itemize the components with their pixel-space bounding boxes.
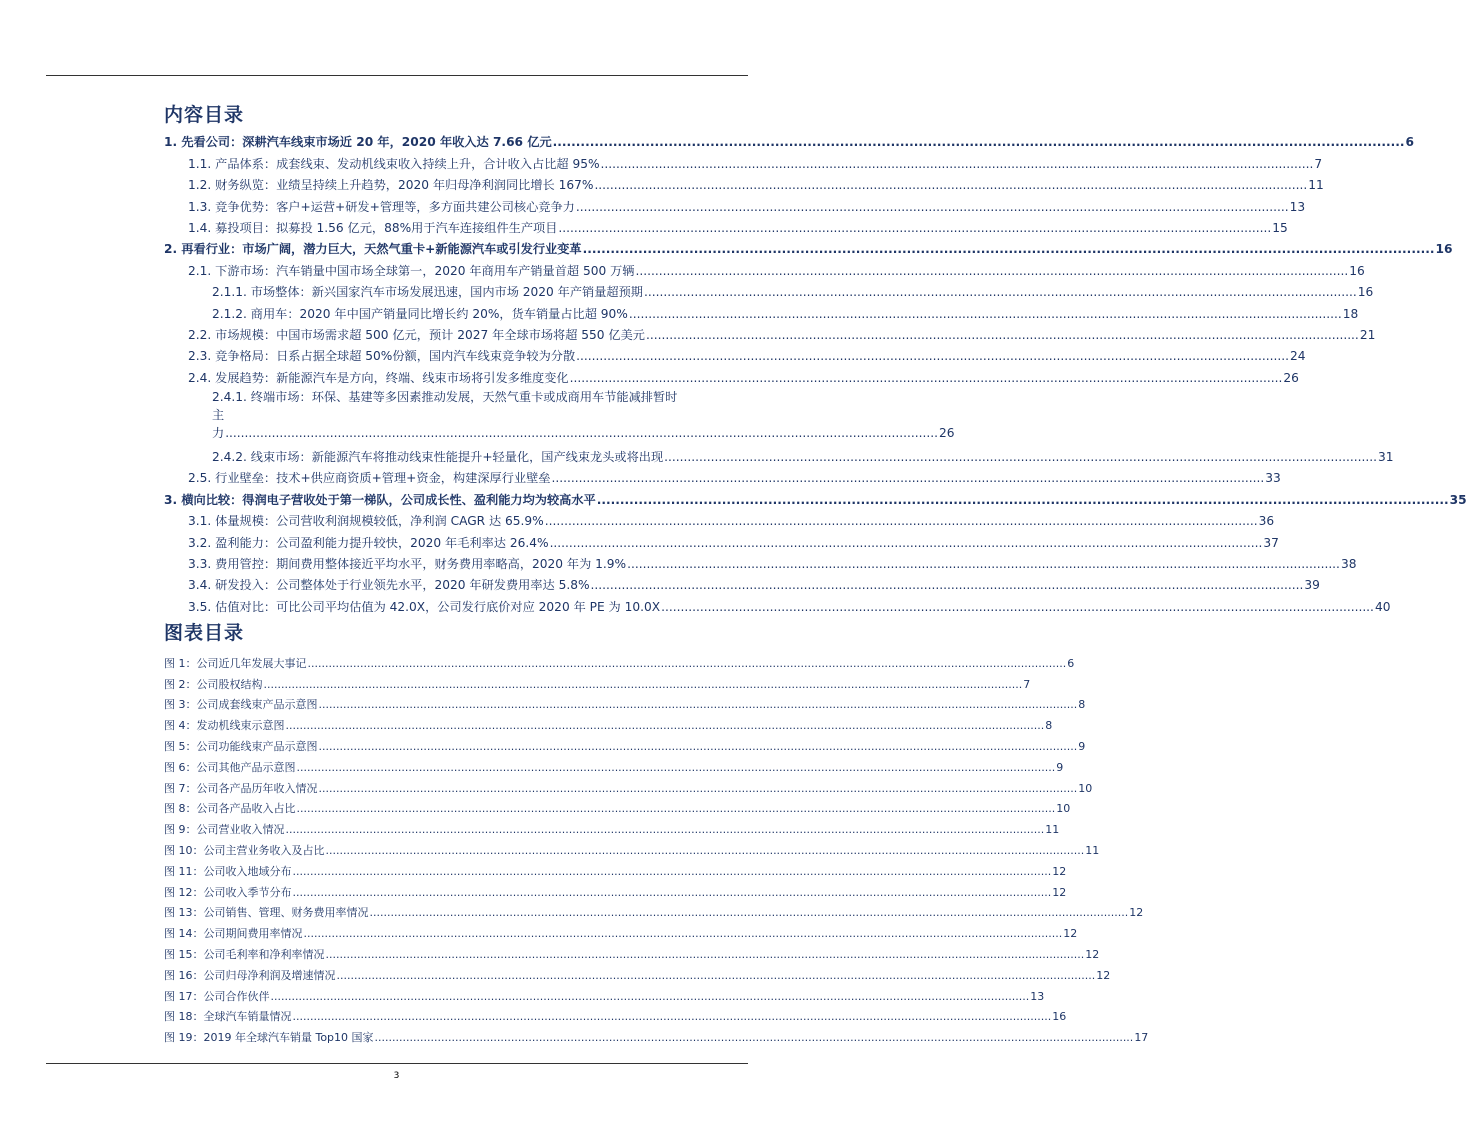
leader-dots [661,600,1374,615]
toc-entry-text: 2.1.2. 商用车：2020 年中国产销量同比增长约 20%，货车销量占比超 90% [212,306,628,321]
toc-entry-page: 26 [939,425,955,440]
toc-entry-text: 3. 横向比较：得润电子营收处于第一梯队，公司成长性、盈利能力均为较高水平 [164,492,596,507]
toc-entry-text: 3.1. 体量规模：公司营收利润规模较低，净利润 CAGR 达 65.9% [188,514,544,529]
leader-dots [576,349,1289,364]
toc-entry-page: 16 [1357,285,1374,300]
figure-entry[interactable] [164,670,1031,691]
toc-entry[interactable] [164,300,1359,321]
leader-dots [583,242,1435,257]
leader-dots [576,200,1289,215]
toc-entry-page: 13 [1289,199,1306,214]
figure-entry[interactable] [164,982,1045,1003]
figure-entry-page: 17 [1134,1031,1149,1045]
toc-entry-text: 主力 [212,407,225,440]
toc-entry[interactable] [164,257,1365,278]
figure-list [164,649,1149,1045]
toc-entry[interactable] [164,508,1275,529]
toc-entry-page: 16 [1435,242,1453,257]
toc-entry-page: 15 [1272,220,1288,235]
figure-entry[interactable] [164,711,1053,733]
figure-entry-text: 图 12：公司收入季节分布 [164,885,292,899]
figure-entry-page: 12 [1052,864,1067,878]
toc-entry-text: 2.1. 下游市场：汽车销量中国市场全球第一，2020 年商用车产销量首超 500 万辆 [188,263,635,278]
leader-dots [553,135,1405,150]
toc-entry[interactable] [164,215,1288,236]
header-rule [46,75,748,76]
toc-entry-page: 33 [1265,471,1281,486]
leader-dots [319,782,1078,795]
toc-entry-text: 2. 再看行业：市场广阔，潜力巨大，天然气重卡+新能源汽车或引发行业变革 [164,242,582,257]
figure-entry-page: 12 [1052,885,1067,899]
figure-entry-text: 图 8：公司各产品收入占比 [164,802,296,816]
figure-entry-page: 10 [1078,781,1093,795]
figure-entry-page: 12 [1129,906,1144,920]
figure-entry-page: 8 [1078,698,1086,712]
figure-entry[interactable] [164,857,1067,878]
leader-dots [597,493,1449,508]
leader-dots [286,719,1045,732]
figure-entry-page: 12 [1096,968,1111,982]
toc-entry-text: 1.3. 竞争优势：客户+运营+研发+管理等，多方面共建公司核心竞争力 [188,199,575,214]
toc-entry-page: 18 [1342,306,1359,321]
figure-entry[interactable] [164,940,1100,961]
toc-entry[interactable] [164,343,1306,364]
toc-entry-page: 36 [1258,514,1275,529]
figure-entry-page: 11 [1045,823,1060,837]
figure-entry[interactable] [164,795,1071,816]
figure-list-title: 图表目录 [164,622,245,644]
figure-entry[interactable] [164,774,1093,795]
leader-dots [319,698,1078,711]
figure-entry-text: 图 4：发动机线束示意图 [164,719,285,733]
figure-entry-text: 图 14：公司期间费用率情况 [164,927,303,941]
leader-dots [664,450,1377,465]
leader-dots [591,578,1304,593]
toc-entry-text: 3.5. 估值对比：可比公司平均估值为 42.0X，公司发行底价对应 2020 年 PE 为 10.0X [188,599,661,614]
toc-entry[interactable] [164,593,1391,614]
leader-dots [308,657,1067,670]
leader-dots [297,761,1056,774]
leader-dots [326,844,1085,857]
figure-entry[interactable] [164,753,1064,774]
toc-entry[interactable] [164,279,1374,300]
toc-entry-text: 2.2. 市场规模：中国市场需求超 500 亿元，预计 2027 年全球市场将超 550 亿美元 [188,327,645,342]
figure-entry-text: 图 15：公司毛利率和净利率情况 [164,947,325,961]
leader-dots [293,1010,1052,1023]
toc-entry-text: 1. 先看公司：深耕汽车线束市场近 20 年，2020 年收入达 7.66 亿元 [164,135,552,150]
toc-entry-page: 16 [1349,263,1365,278]
toc-entry-text: 3.2. 盈利能力：公司盈利能力提升较快，2020 年毛利率达 26.4% [188,535,549,550]
leader-dots [337,969,1096,982]
toc-entry-text: 3.3. 费用管控：期间费用整体接近平均水平，财务费用率略高，2020 年为 1.9% [188,557,627,572]
leader-dots [326,948,1085,961]
figure-entry-text: 图 13：公司销售、管理、财务费用率情况 [164,906,369,920]
toc-entry[interactable] [164,364,1299,385]
toc-entry-page: 26 [1283,370,1299,385]
toc-entry-text: 2.4.2. 线束市场：新能源汽车将推动线束性能提升+轻量化，国产线束龙头或将出现 [212,450,664,465]
toc-entry-page: 35 [1449,492,1467,507]
figure-entry[interactable] [164,815,1060,837]
figure-entry-text: 图 3：公司成套线束产品示意图 [164,698,318,712]
leader-dots [570,371,1283,386]
toc-entry[interactable] [164,551,1357,572]
figure-entry[interactable] [164,961,1111,982]
leader-dots [271,990,1030,1003]
figure-entry-text: 图 18：全球汽车销量情况 [164,1010,292,1024]
toc-entry[interactable] [164,465,1281,486]
toc-entry-text: 1.1. 产品体系：成套线束、发动机线束收入持续上升，合计收入占比超 95% [188,156,600,171]
leader-dots [293,865,1052,878]
leader-dots [550,536,1263,551]
toc-entry-text: 1.2. 财务纵览：业绩呈持续上升趋势，2020 年归母净利润同比增长 167% [188,178,594,193]
leader-dots [644,285,1357,300]
figure-entry-page: 11 [1085,843,1100,857]
figure-entry[interactable] [164,691,1086,712]
leader-dots [558,221,1271,236]
leader-dots [286,823,1045,836]
figure-entry[interactable] [164,732,1086,753]
figure-entry-page: 12 [1085,947,1100,961]
figure-entry-page: 13 [1030,989,1045,1003]
figure-entry-text: 图 5：公司功能线束产品示意图 [164,739,318,753]
figure-entry-page: 8 [1045,719,1053,733]
figure-entry[interactable] [164,899,1144,920]
figure-entry-text: 图 2：公司股权结构 [164,677,263,691]
toc-entry-page: 31 [1378,450,1394,465]
toc-entry-page: 38 [1340,557,1357,572]
leader-dots [319,740,1078,753]
toc-title: 内容目录 [164,104,245,126]
figure-entry[interactable] [164,649,1075,670]
figure-entry-page: 6 [1067,656,1075,670]
figure-entry-text: 图 7：公司各产品历年收入情况 [164,781,318,795]
leader-dots [225,424,938,442]
table-of-contents [164,129,1467,615]
figure-entry[interactable] [164,878,1067,899]
toc-entry-page: 7 [1314,156,1323,171]
toc-entry-text: 2.3. 竞争格局：日系占据全球超 50%份额，国内汽车线束竞争较为分散 [188,349,576,364]
leader-dots [627,557,1340,572]
toc-entry-page: 11 [1308,178,1324,193]
toc-entry-page: 39 [1304,578,1320,593]
figure-entry-text: 图 11：公司收入地域分布 [164,864,292,878]
leader-dots [297,802,1056,815]
toc-entry-text: 2.1.1. 市场整体：新兴国家汽车市场发展迅速，国内市场 2020 年产销量超预期 [212,285,643,300]
leader-dots [370,906,1129,919]
leader-dots [551,471,1264,486]
leader-dots [264,678,1023,691]
toc-entry[interactable] [164,529,1279,550]
figure-entry[interactable] [164,1023,1149,1045]
leader-dots [601,157,1314,172]
figure-entry-text: 图 19：2019 年全球汽车销量 Top10 国家 [164,1031,374,1045]
toc-entry-page: 24 [1289,349,1306,364]
toc-entry[interactable] [164,193,1306,214]
figure-entry-text: 图 17：公司合作伙伴 [164,989,270,1003]
figure-entry-page: 12 [1063,927,1078,941]
figure-entry-text: 图 1：公司近几年发展大事记 [164,656,307,670]
toc-entry-text: 2.5. 行业壁垒：技术+供应商资质+管理+资金，构建深厚行业壁垒 [188,471,551,486]
leader-dots [635,264,1348,279]
toc-chapter[interactable] [164,129,1415,150]
toc-entry-text: 3.4. 研发投入：公司整体处于行业领先水平，2020 年研发费用率达 5.8% [188,578,590,593]
toc-entry-page: 40 [1374,599,1391,614]
footer-rule [46,1063,748,1064]
leader-dots [646,328,1359,343]
leader-dots [293,886,1052,899]
leader-dots [545,514,1258,529]
leader-dots [304,927,1063,940]
toc-entry-page: 21 [1359,327,1376,342]
toc-entry-text: 1.4. 募投项目：拟募投 1.56 亿元，88%用于汽车连接组件生产项目 [188,220,558,235]
leader-dots [375,1031,1134,1044]
figure-entry-page: 10 [1056,802,1071,816]
toc-entry-page: 37 [1263,535,1279,550]
leader-dots [629,307,1342,322]
figure-entry-page: 16 [1052,1010,1067,1024]
toc-entry-page: 6 [1405,135,1415,150]
toc-entry-text: 2.4.1. 终端市场：环保、基建等多因素推动发展，天然气重卡或成商用车节能减排暂时 [212,389,678,404]
leader-dots [594,178,1307,193]
toc-chapter[interactable] [164,236,1453,257]
toc-entry[interactable] [164,572,1320,593]
figure-entry-text: 图 10：公司主营业务收入及占比 [164,843,325,857]
toc-entry[interactable] [164,172,1324,193]
figure-entry-page: 9 [1056,760,1064,774]
figure-entry-text: 图 16：公司归母净利润及增速情况 [164,968,336,982]
figure-entry-text: 图 6：公司其他产品示意图 [164,760,296,774]
toc-chapter[interactable] [164,486,1467,507]
figure-entry-page: 9 [1078,739,1086,753]
figure-entry[interactable] [164,1003,1067,1024]
figure-entry-page: 7 [1023,677,1031,691]
figure-entry-text: 图 9：公司营业收入情况 [164,823,285,837]
figure-entry[interactable] [164,919,1078,941]
toc-entry[interactable] [164,150,1323,171]
toc-entry-text: 2.4. 发展趋势：新能源汽车是方向，终端、线束市场将引发多维度变化 [188,370,569,385]
toc-entry[interactable] [164,388,955,442]
toc-entry[interactable] [164,322,1376,343]
toc-entry[interactable] [164,444,1394,465]
page-number: 3 [393,1071,400,1081]
figure-entry[interactable] [164,836,1100,857]
